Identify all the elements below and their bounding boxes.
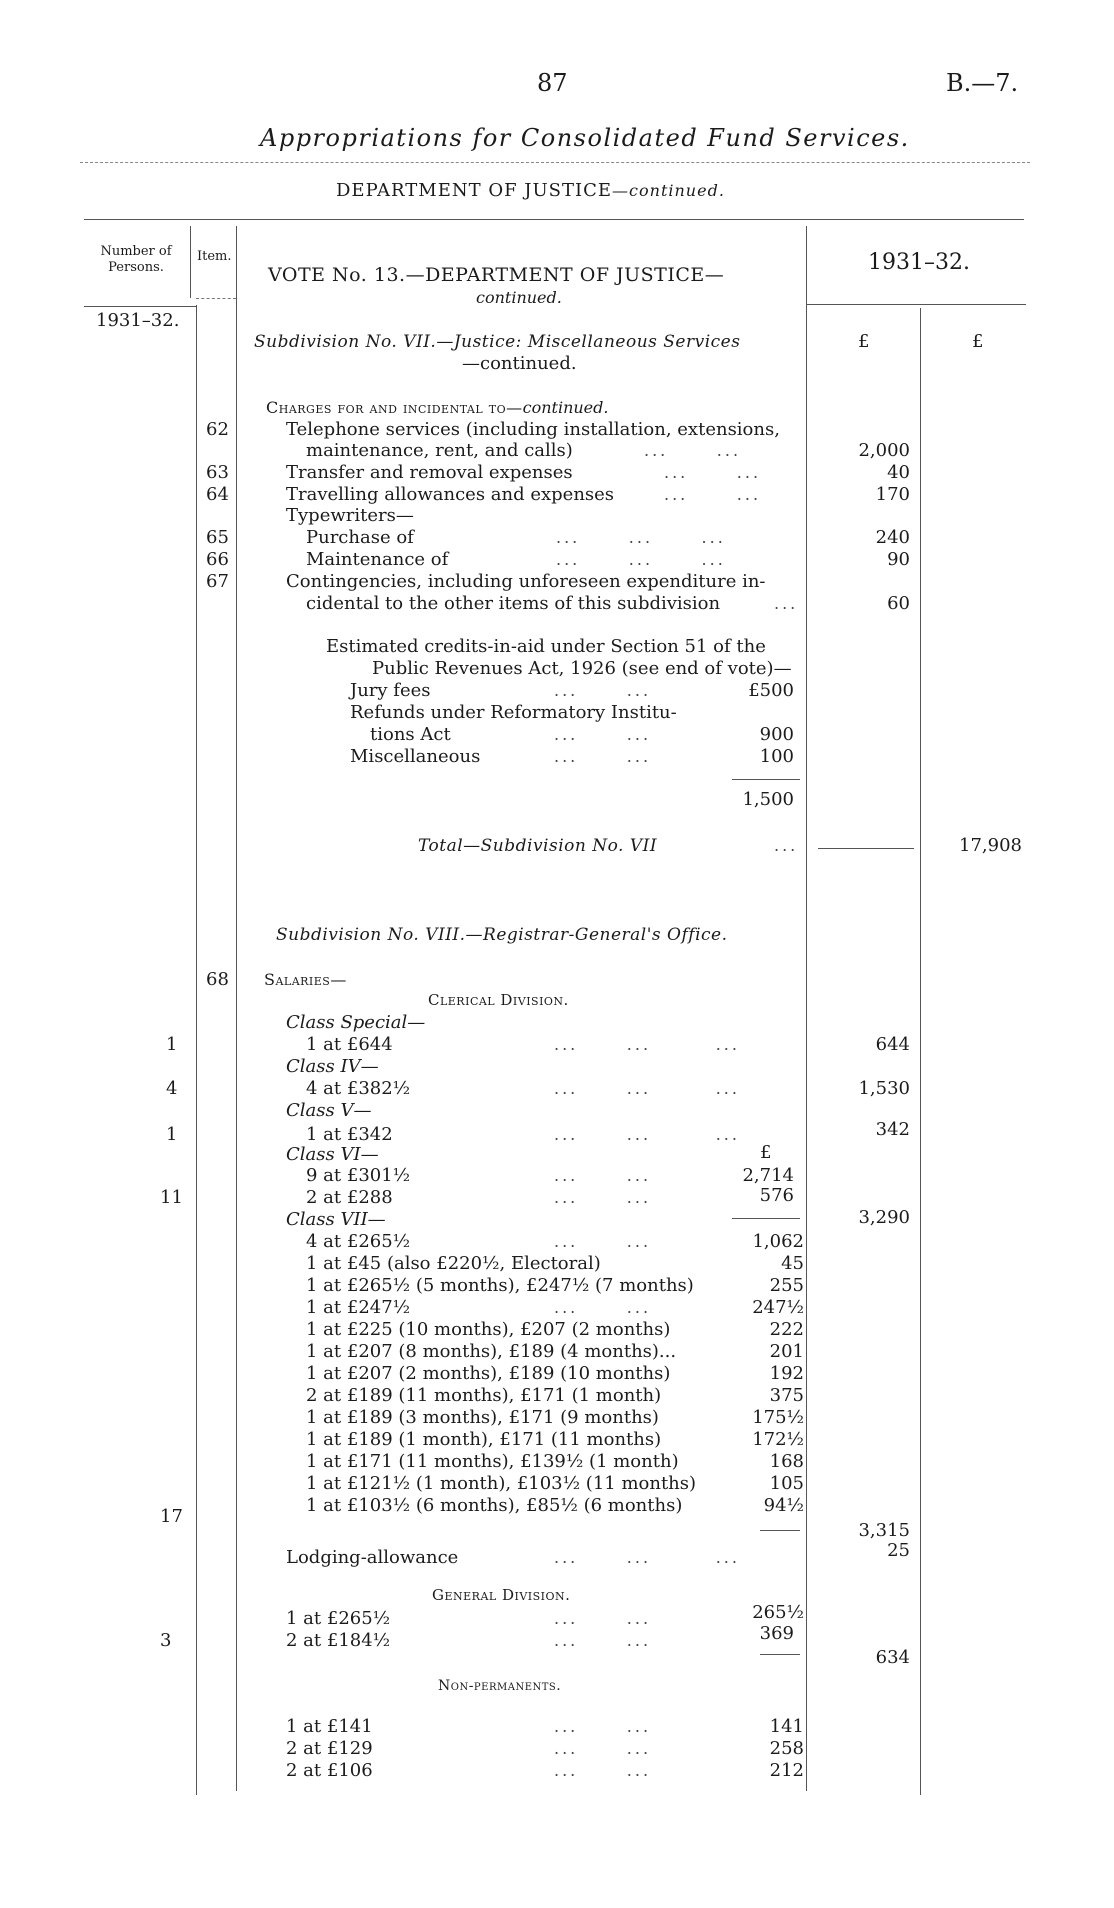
salary-subamount: 265½ [752,1602,804,1623]
salary-subamount: 258 [769,1738,804,1759]
class-vi-heading: Class VI— [286,1144,379,1165]
item-description: Travelling allowances and expenses [286,484,615,505]
item-number: 65 [206,527,229,548]
subdivision-7-total-label: Total—Subdivision No. VII [418,836,658,856]
item-column-header: Item. [197,249,232,264]
item-description-cont: cidental to the other items of this subdivision [306,593,721,614]
leader-dots: ... [774,836,799,855]
credits-miscellaneous: Miscellaneous [350,746,481,767]
leader-dots: ... ... [554,1761,652,1780]
year-column-header: 1931–32. [868,250,970,275]
credits-refunds-cont: tions Act [370,724,451,745]
item-description: Telephone services (including installation, extensions, [286,419,780,440]
salary-amount: 342 [875,1119,910,1140]
leader-dots: ... ... ... [554,1035,740,1054]
item-description: Maintenance of [306,549,449,570]
leader-dots: ... ... [554,1609,652,1628]
salary-subamount: 212 [769,1760,804,1781]
charges-heading [266,398,608,418]
leader-dots: ... ... [554,1232,652,1251]
item-number: 62 [206,419,229,440]
credits-misc-amount: 100 [759,746,794,767]
item-head-rule [196,298,236,299]
class-iv-heading: Class IV— [286,1056,379,1077]
charges-continued: continued. [522,398,609,417]
salary-line: 1 at £265½ [286,1608,391,1629]
persons-year-rule [84,306,196,307]
leader-dots: ... ... ... [556,528,726,547]
item-number: 63 [206,462,229,483]
item-amount: 90 [887,549,910,570]
persons-count: 1 [166,1124,178,1145]
item-amount: 240 [875,527,910,548]
leader-dots: ... ... [554,1631,652,1650]
salary-line: 4 at £265½ [306,1231,411,1252]
class-v-heading: Class V— [286,1100,372,1121]
vote-title: VOTE No. 13.—DEPARTMENT OF JUSTICE— [268,264,725,286]
class-vi-total: 3,290 [858,1207,910,1228]
salary-line: 1 at £189 (1 month), £171 (11 months) [306,1429,662,1450]
item-amount: 170 [875,484,910,505]
salary-line: 1 at £342 [306,1124,393,1145]
salary-subamount: 201 [769,1341,804,1362]
salaries-heading: Salaries— [264,970,347,989]
leader-dots: ... ... ... [554,1125,740,1144]
leader-dots: ... ... [554,1739,652,1758]
credits-refunds: Refunds under Reformatory Institu- [350,702,677,723]
credits-jury-amount: £500 [748,680,794,701]
persons-count: 11 [160,1187,183,1208]
item-description-cont: maintenance, rent, and calls) [306,440,573,461]
class-vii-total: 3,315 [858,1520,910,1541]
leader-dots: ... ... [664,485,762,504]
salary-line: 1 at £103½ (6 months), £85½ (6 months) [306,1495,683,1516]
leader-dots: ... ... [554,1188,652,1207]
salary-subamount: 168 [769,1451,804,1472]
leader-dots: ... ... [554,747,652,766]
salary-line: 2 at £106 [286,1760,373,1781]
salary-subamount: 94½ [763,1495,804,1516]
leader-dots: ... ... [554,681,652,700]
leader-dots: ... ... ... [554,1548,740,1567]
title-rule [80,162,1030,163]
item-description: Transfer and removal expenses [286,462,573,483]
rule-persons-item [190,226,191,298]
item-description: Typewriters— [286,505,414,526]
credits-line-1: Estimated credits-in-aid under Section 51 of the [326,636,766,657]
general-total: 634 [875,1647,910,1668]
page-number: 87 [537,69,568,97]
pound-sign-total: £ [972,331,984,352]
salary-line: 4 at £382½ [306,1078,411,1099]
clerical-division-heading: Clerical Division. [428,991,569,1009]
credits-refunds-amount: 900 [759,724,794,745]
salary-amount: 1,530 [858,1078,910,1099]
lodging-allowance: Lodging-allowance [286,1547,459,1568]
rule-item-text [236,226,237,1791]
year-head-rule [806,304,1026,305]
leader-dots: ... ... [664,463,762,482]
salary-line: 1 at £207 (8 months), £189 (4 months)... [306,1341,677,1362]
leader-dots: ... ... [644,441,742,460]
salary-line: 1 at £225 (10 months), £207 (2 months) [306,1319,671,1340]
item-amount: 60 [887,593,910,614]
subdivision-7-title: Subdivision No. VII.—Justice: Miscellaneous Services [254,332,741,352]
salary-line: 1 at £45 (also £220½, Electoral) [306,1253,601,1274]
salary-subamount: 192 [769,1363,804,1384]
lodging-amount: 25 [887,1540,910,1561]
salary-line: 2 at £288 [306,1187,393,1208]
department-name: DEPARTMENT OF JUSTICE [336,180,613,201]
salary-line: 1 at £207 (2 months), £189 (10 months) [306,1363,671,1384]
salary-subamount: 2,714 [742,1165,794,1186]
salary-line: 9 at £301½ [306,1165,411,1186]
item-number: 66 [206,549,229,570]
rule-persons-item-lower [196,305,197,1795]
item-description: Contingencies, including unforeseen expenditure in- [286,571,766,592]
item-number: 64 [206,484,229,505]
salary-subamount: 172½ [752,1429,804,1450]
non-permanents-heading: Non-permanents. [438,1678,562,1694]
salary-subamount: 45 [781,1253,804,1274]
class-vi-sum-rule [732,1218,800,1219]
salary-amount: 644 [875,1034,910,1055]
persons-year: 1931–32. [96,310,180,331]
salary-subamount: 375 [769,1385,804,1406]
persons-count: 3 [160,1630,172,1651]
class-vii-sum-rule [760,1530,800,1531]
credits-sum-rule [732,779,800,780]
subdivision-8-title: Subdivision No. VIII.—Registrar-General's Office. [276,925,728,945]
salary-line: 1 at £171 (11 months), £139½ (1 month) [306,1451,679,1472]
department-continued: —continued. [612,181,725,200]
salary-subamount: 369 [759,1623,794,1644]
page-title: Appropriations for Consolidated Fund Services. [260,124,910,152]
rule-amount-total [920,308,921,1795]
persons-count: 17 [160,1506,183,1527]
class-special-heading: Class Special— [286,1012,426,1033]
leader-dots: ... ... [554,1717,652,1736]
salary-line: 2 at £189 (11 months), £171 (1 month) [306,1385,662,1406]
salary-line: 1 at £121½ (1 month), £103½ (11 months) [306,1473,697,1494]
rule-text-amount [806,226,807,1791]
subdivision-7-total-rule [818,848,914,849]
leader-dots: ... ... ... [554,1079,740,1098]
credits-total: 1,500 [742,789,794,810]
vote-continued: continued. [476,288,562,307]
credits-line-2: Public Revenues Act, 1926 (see end of vote)— [372,658,792,679]
salary-line: 1 at £189 (3 months), £171 (9 months) [306,1407,659,1428]
salary-line: 2 at £129 [286,1738,373,1759]
persons-column-header: Number of Persons. [100,244,172,275]
salary-subamount: 576 [759,1185,794,1206]
class-vii-heading: Class VII— [286,1209,386,1230]
subdivision-7-continued: —continued. [462,353,577,374]
top-table-rule [84,219,1024,220]
salary-line: 1 at £141 [286,1716,373,1737]
persons-count: 1 [166,1034,178,1055]
class-vi-pound: £ [760,1142,772,1163]
leader-dots: ... ... [554,725,652,744]
leader-dots: ... ... [554,1298,652,1317]
salary-line: 1 at £644 [306,1034,393,1055]
item-description: Purchase of [306,527,414,548]
leader-dots: ... ... [554,1166,652,1185]
salary-subamount: 222 [769,1319,804,1340]
credits-jury-fees: Jury fees [350,680,431,701]
salary-subamount: 247½ [752,1297,804,1318]
item-number: 68 [206,969,229,990]
document-reference: B.—7. [946,69,1019,97]
salary-subamount: 175½ [752,1407,804,1428]
leader-dots: ... [774,594,799,613]
persons-count: 4 [166,1078,178,1099]
item-amount: 40 [887,462,910,483]
leader-dots: ... ... ... [556,550,726,569]
salary-subamount: 255 [769,1275,804,1296]
salary-subamount: 141 [769,1716,804,1737]
general-sum-rule [760,1654,800,1655]
salary-subamount: 105 [769,1473,804,1494]
item-number: 67 [206,571,229,592]
salary-line: 1 at £265½ (5 months), £247½ (7 months) [306,1275,694,1296]
pound-sign-amount: £ [858,331,870,352]
subdivision-7-total-amount: 17,908 [959,835,1022,856]
general-division-heading: General Division. [432,1586,571,1604]
department-heading [336,181,725,201]
charges-label: Charges for and incidental to— [266,398,523,417]
salary-line: 1 at £247½ [306,1297,411,1318]
salary-subamount: 1,062 [752,1231,804,1252]
salary-line: 2 at £184½ [286,1630,391,1651]
item-amount: 2,000 [858,440,910,461]
